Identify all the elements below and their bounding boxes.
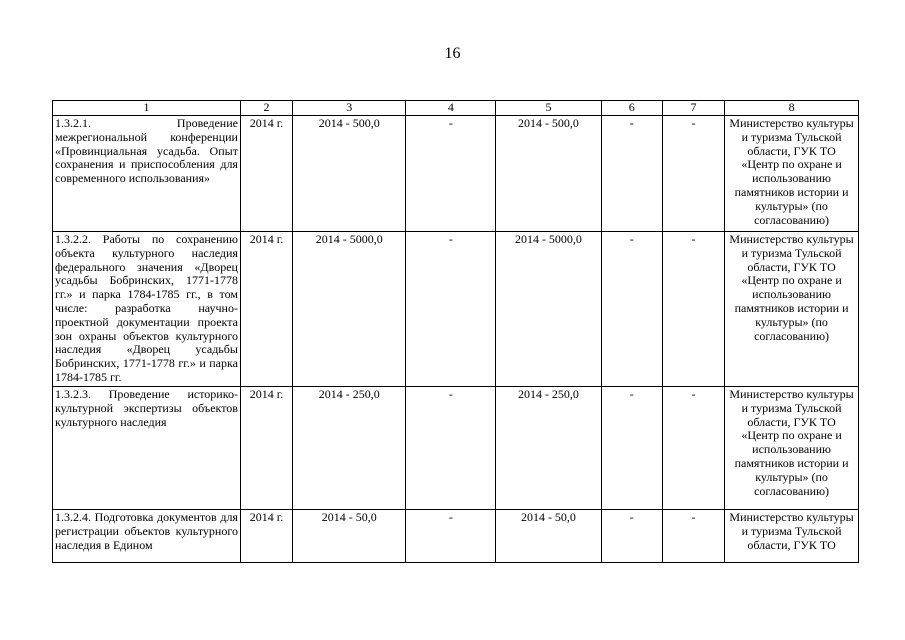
funding-cell-col4: - (406, 232, 496, 387)
total-funding-cell: 2014 - 50,0 (293, 510, 406, 563)
executor-cell: Министерство культуры и туризма Тульской области, ГУК ТО «Центр по охране и использованию памятников истории и культуры» (по согласованию) (725, 387, 859, 510)
funding-cell-col4: - (406, 387, 496, 510)
column-header: 1 (53, 101, 241, 116)
total-funding-cell: 2014 - 5000,0 (293, 232, 406, 387)
funding-cell-col6: - (601, 232, 662, 387)
funding-cell-col7: - (662, 232, 724, 387)
funding-cell-col6: - (601, 510, 662, 563)
table-row (53, 387, 859, 510)
period-cell: 2014 г. (240, 387, 292, 510)
total-funding-cell: 2014 - 250,0 (293, 387, 406, 510)
executor-cell: Министерство культуры и туризма Тульской области, ГУК ТО «Центр по охране и использованию памятников истории и культуры» (по согласованию) (725, 232, 859, 387)
funding-cell-col6: - (601, 387, 662, 510)
funding-cell-col6: - (601, 116, 662, 232)
table-row (53, 232, 859, 387)
executor-cell (725, 510, 859, 563)
funding-cell-col5: 2014 - 50,0 (496, 510, 601, 563)
column-header: 8 (725, 101, 859, 116)
period-cell: 2014 г. (240, 510, 292, 563)
column-header: 5 (496, 101, 601, 116)
period-cell: 2014 г. (240, 116, 292, 232)
executor-cell: Министерство культуры и туризма Тульской области, ГУК ТО «Центр по охране и использованию памятников истории и культуры» (по согласованию) (725, 116, 859, 232)
header-row (53, 101, 859, 116)
funding-cell-col7: - (662, 387, 724, 510)
funding-cell-col5: 2014 - 5000,0 (496, 232, 601, 387)
activity-name: 1.3.2.3. Проведение историко-культурной экспертизы объектов культурного наследия (53, 387, 241, 510)
activity-name: 1.3.2.1. Проведение межрегиональной конференции «Провинциальная усадьба. Опыт сохранения и приспособления для современного использования» (53, 116, 241, 232)
column-header: 6 (601, 101, 662, 116)
funding-cell-col7: - (662, 510, 724, 563)
funding-cell-col5: 2014 - 250,0 (496, 387, 601, 510)
activity-name (53, 510, 241, 563)
funding-cell-col4: - (406, 116, 496, 232)
column-header: 4 (406, 101, 496, 116)
executor-text: Министерство культуры и туризма Тульской области, ГУК ТО (729, 511, 854, 552)
program-table (52, 100, 859, 563)
funding-cell-col4: - (406, 510, 496, 563)
total-funding-cell: 2014 - 500,0 (293, 116, 406, 232)
table-row (53, 116, 859, 232)
activity-name-text: 1.3.2.4. Подготовка документов для регистрации объектов культурного наследия в Едином (55, 511, 238, 552)
funding-cell-col7: - (662, 116, 724, 232)
funding-cell-col5: 2014 - 500,0 (496, 116, 601, 232)
column-header: 3 (293, 101, 406, 116)
column-header: 2 (240, 101, 292, 116)
activity-name: 1.3.2.2. Работы по сохранению объекта культурного наследия федерального значения «Дворец усадьбы Бобринских, 1771-1778 гг.» и парка 1784-1785 гг., в том числе: разработка научно-проектной документации проекта зон охраны объектов культурного наследия «Дворец усадьбы Бобринских, 1771-1778 гг.» и парка 1784-1785 гг. (53, 232, 241, 387)
table-row (53, 510, 859, 563)
period-cell: 2014 г. (240, 232, 292, 387)
column-header: 7 (662, 101, 724, 116)
page-number: 16 (444, 45, 461, 62)
